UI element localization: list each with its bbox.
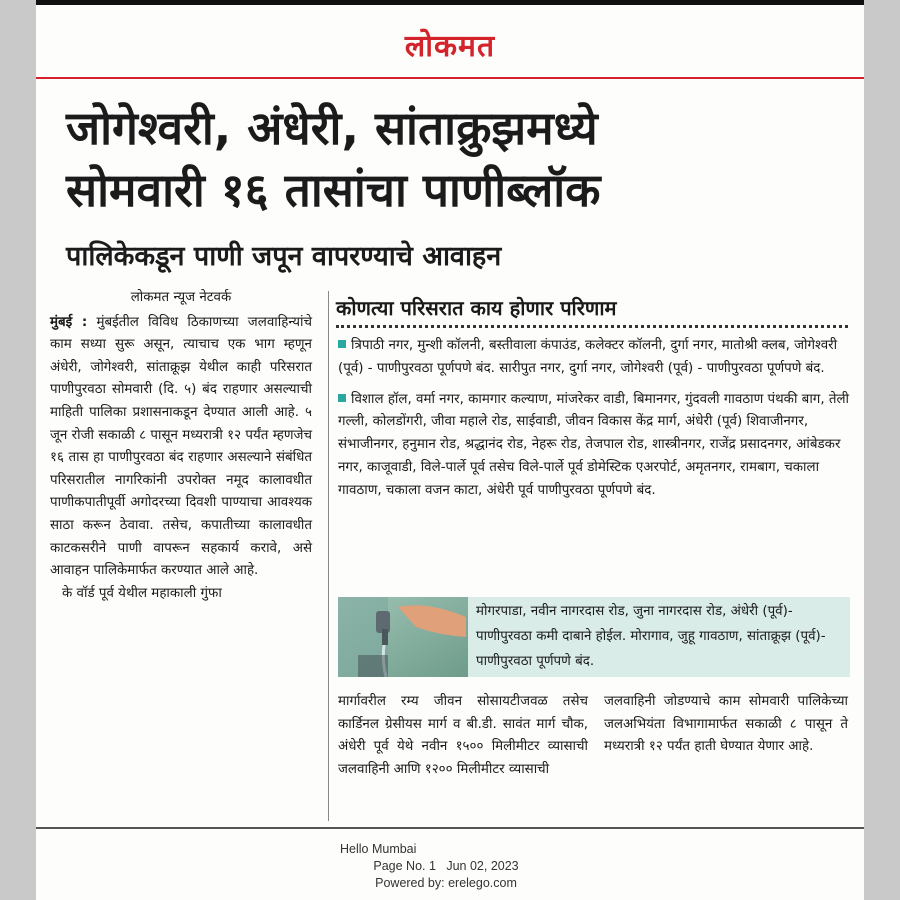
headline-line-1: जोगेश्वरी, अंधेरी, सांताक्रुझमध्ये (66, 101, 598, 155)
page-and-date: Page No. 1 Jun 02, 2023 (373, 859, 519, 873)
newspaper-page (36, 0, 864, 900)
page-footer (336, 841, 556, 892)
byline: लोकमत न्यूज नेटवर्क (130, 290, 232, 305)
bullet-square-icon (338, 394, 346, 402)
article-lead-text: मुंबईतील विविध ठिकाणच्या जलवाहिन्यांचे काम सध्या सुरू असून, त्याचाच एक भाग म्हणून अंधेरी, जोगेश्वरी, सांताक्रूझ येथील काही परिसरात पाणीपुरवठा सोमवारी (दि. ५) बंद राहणार असल्याची माहिती पालिका प्रशासनाकडून देण्यात आली आहे. ५ जून रोजी सकाळी ८ पासून मध्यरात्री १२ पर्यंत म्हणजेच १६ तास हा पाणीपुरवठा बंद राहणार असल्याने संबंधित परिसरातील नागरिकांनी उपरोक्त नमूद कालावधीत पाणीकपातीपूर्वी अगोदरच्या दिवशी पाण्याचा आवश्यक साठा करून ठेवावा. तसेच, कपातीच्या कालावधीत काटकसरीने पाणी वापरून सहकार्य करावे, असे आवाहन पालिकेमार्फत करण्यात आले आहे. (50, 314, 313, 579)
dateline: मुंबई : (50, 314, 88, 330)
affected-areas-list (338, 335, 850, 511)
article-lead (50, 312, 312, 583)
edition-name: Hello Mumbai (340, 842, 417, 856)
box-title-rule (336, 325, 848, 328)
list-item-text: त्रिपाठी नगर, मुन्शी कॉलनी, बस्तीवाला कंपाउंड, कलेक्टर कॉलनी, दुर्गा नगर, मातोश्री क्लब, जोगेश्वरी (पूर्व) - पाणीपुरवठा पूर्णपणे बंद. सारीपुत नगर, दुर्गा नगर, जोगेश्वरी (पूर्व) - पाणीपुरवठा पूर्णपणे बंद. (338, 338, 838, 376)
subheadline: पालिकेकडून पाणी जपून वापरण्याचे आवाहन (66, 241, 502, 272)
box-title: कोणत्या परिसरात काय होणार परिणाम (336, 296, 617, 320)
article-para2-start: के वॉर्ड पूर्व येथील महाकाली गुंफा (62, 585, 222, 601)
article-column-left (50, 287, 312, 605)
headline-line-2: सोमवारी १६ तासांचा पाणीब्लॉक (66, 163, 601, 217)
headline (66, 97, 846, 221)
photo-info-box (338, 597, 850, 677)
photo-box-text: मोगरपाडा, नवीन नागरदास रोड, जुना नागरदास रोड, अंधेरी (पूर्व)- पाणीपुरवठा कमी दाबाने होईल. मोरागाव, जुहू गावठाण, सांताक्रूझ (पूर्व)- पाणीपुरवठा पूर्णपणे बंद. (476, 604, 826, 669)
list-item (338, 335, 850, 381)
column-divider (328, 291, 329, 821)
list-item-text: विशाल हॉल, वर्मा नगर, कामगार कल्याण, मांजरेकर वाडी, बिमानगर, गुंदवली गावठाण पंथकी बाग, तेली गल्ली, कोलडोंगरी, जीवा महाले रोड, साईवाडी, जीवन विकास केंद्र मार्ग, अंधेरी (पूर्व) शिवाजीनगर, संभाजीनगर, हनुमान रोड, श्रद्धानंद रोड, नेहरू रोड, तेजपाल रोड, शास्त्रीनगर, राजेंद्र प्रसादनगर, आंबेडकर नगर, काजूवाडी, विले-पार्ले पूर्व तसेच विले-पार्ले पूर्व डोमेस्टिक एअरपोर्ट, अमृतनगर, रामबाग, चकाला गावठाण, चकाला वजन काटा, अंधेरी पूर्व पाणीपुरवठा पूर्णपणे बंद. (338, 391, 850, 498)
footer-rule (36, 827, 864, 829)
water-tap-illustration (338, 597, 468, 677)
article-column-middle: मार्गावरील रम्य जीवन सोसायटीजवळ तसेच कार्डिनल ग्रेसीयस मार्ग व बी.डी. सावंत मार्ग चौक, अंधेरी पूर्व येथे नवीन १५०० मिलीमीटर व्यासाची जलवाहिनी आणि १२०० मिलीमीटर व्यासाची (338, 694, 588, 777)
water-tap-photo (338, 597, 468, 677)
masthead-logo: लोकमत (404, 29, 496, 64)
list-item (338, 389, 850, 503)
masthead-rule (36, 77, 864, 79)
bullet-square-icon (338, 340, 346, 348)
powered-by[interactable]: Powered by: erelego.com (375, 876, 517, 890)
article-column-right: जलवाहिनी जोडण्याचे काम सोमवारी पालिकेच्या जलअभियंता विभागामार्फत सकाळी ८ पासून ते मध्यरात्री १२ पर्यंत हाती घेण्यात येणार आहे. (604, 694, 848, 755)
